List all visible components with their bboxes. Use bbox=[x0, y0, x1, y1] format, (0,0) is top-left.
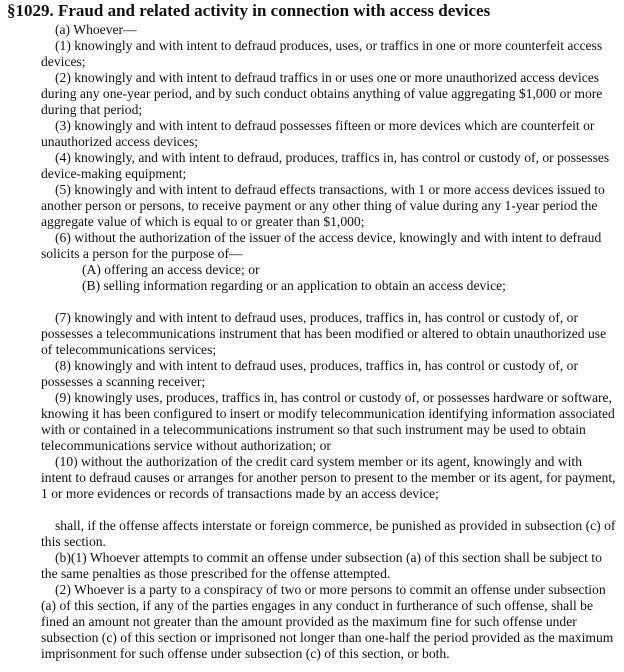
paragraph-a7: (7) knowingly and with intent to defraud uses, produces, traffics in, has control or custody of, or possesses a telecommunications instrument that has been modified or altered to obtain unauthorized use of telecommunications services; bbox=[41, 310, 607, 357]
section-title: §1029. Fraud and related activity in connection with access devices bbox=[7, 1, 491, 20]
subsection-a-intro: (a) Whoever— bbox=[55, 22, 137, 37]
paragraph-a2: (2) knowingly and with intent to defraud traffics in or uses one or more unauthorized access devices during any one-year period, and by such conduct obtains anything of value aggregating $1,000 or more during that period; bbox=[41, 70, 603, 117]
paragraph-b1: (b)(1) Whoever attempts to commit an offense under subsection (a) of this section shall be subject to the same penalties as those prescribed for the offense attempted. bbox=[41, 550, 602, 581]
paragraph-a10: (10) without the authorization of the credit card system member or its agent, knowingly and with intent to defraud causes or arranges for another person to present to the member or its agent, for payment, 1 or more evidences or records of transactions made by an access device; bbox=[41, 454, 616, 501]
paragraph-a5: (5) knowingly and with intent to defraud effects transactions, with 1 or more access devices issued to another person or persons, to receive payment or any other thing of value during any 1-year period the aggregate value of which is equal to or greater than $1,000; bbox=[41, 182, 605, 229]
paragraph-a8: (8) knowingly and with intent to defraud uses, produces, traffics in, has control or custody of, or possesses a scanning receiver; bbox=[41, 358, 578, 389]
paragraph-a3: (3) knowingly and with intent to defraud possesses fifteen or more devices which are counterfeit or unauthorized access devices; bbox=[41, 118, 595, 149]
paragraph-a4: (4) knowingly, and with intent to defraud, produces, traffics in, has control or custody of, or possesses device-making equipment; bbox=[41, 150, 610, 181]
paragraph-a6: (6) without the authorization of the issuer of the access device, knowingly and with intent to defraud solicits a person for the purpose of— bbox=[41, 230, 602, 261]
spacer bbox=[41, 502, 616, 518]
subsection-b bbox=[41, 550, 616, 662]
paragraph-a1: (1) knowingly and with intent to defraud produces, uses, or traffics in one or more counterfeit access devices; bbox=[41, 38, 603, 69]
paragraph-a6-B: (B) selling information regarding or an application to obtain an access device; bbox=[82, 278, 506, 293]
paragraph-b2: (2) Whoever is a party to a conspiracy of two or more persons to commit an offense under subsection (a) of this section, if any of the parties engages in any conduct in furtherance of such offense, shall be fined an amount not greater than the amount provided as the maximum fine for such offense under subsection (c) of this section or imprisoned not longer than one-half the period provided as the maximum imprisonment for such offense under subsection (c) of this section, or both. bbox=[41, 582, 614, 661]
paragraph-a6-A: (A) offering an access device; or bbox=[82, 262, 260, 277]
spacer bbox=[41, 294, 616, 310]
subsection-a bbox=[41, 22, 616, 550]
paragraph-a9: (9) knowingly uses, produces, traffics in, has control or custody of, or possesses hardware or software, knowing it has been configured to insert or modify telecommunication identifying information associated with or contained in a telecommunications instrument so that such instrument may be used to obtain telecommunications service without authorization; or bbox=[41, 390, 615, 453]
subsection-a-tail: shall, if the offense affects interstate or foreign commerce, be punished as provided in subsection (c) of this section. bbox=[41, 518, 616, 549]
